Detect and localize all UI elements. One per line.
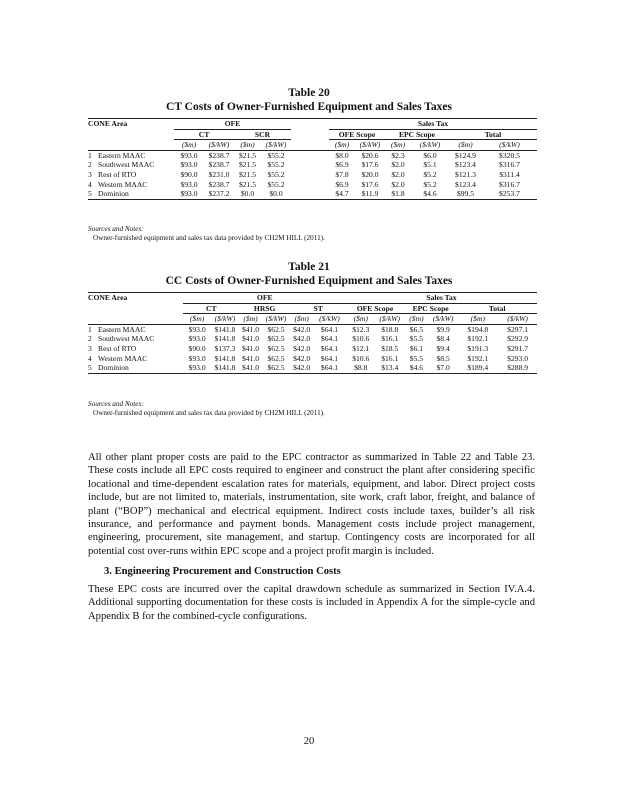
table21-cell: $291.7 [507, 343, 529, 353]
table21-row-label [88, 344, 183, 354]
table21-cell: $93.0 [188, 324, 206, 334]
table20-cell: $55.2 [267, 179, 285, 189]
table20-unit: ($/kW) [411, 140, 449, 151]
table21-cell: $8.5 [436, 353, 450, 363]
table21-cell: $297.1 [507, 324, 529, 334]
table20-cell: $20.6 [361, 150, 379, 160]
table21-cell: $41.0 [241, 353, 260, 363]
table21-cell: $10.6 [352, 334, 370, 344]
table20-cell: $2.0 [391, 169, 405, 179]
table20-ofe-scope-header: OFE Scope [329, 129, 385, 140]
table21-cell: $41.0 [239, 363, 262, 373]
cone-area-name: Dominion [98, 363, 129, 373]
table21-cell: $5.5 [409, 334, 424, 344]
table21-st-header: ST [290, 303, 346, 314]
table21-cell: $8.4 [436, 334, 450, 344]
table20-cell: $11.9 [355, 189, 385, 199]
table20-row [88, 160, 537, 170]
table20-cell: $21.5 [238, 169, 257, 179]
table21-unit: ($m) [239, 314, 262, 325]
cone-area-name: Rest of RTO [98, 343, 137, 353]
table20-cell: $21.5 [238, 150, 257, 160]
table21-cell: $12.1 [352, 343, 370, 353]
table20-cell: $0.0 [261, 189, 291, 199]
table21-unit: ($/kW) [313, 314, 346, 325]
table21-cell: $8.8 [346, 363, 376, 373]
row-number: 3 [88, 169, 92, 179]
table21-hrsg-header: HRSG [239, 303, 290, 314]
table21-cell: $62.5 [267, 324, 285, 334]
cone-area-name: Rest of RTO [98, 169, 137, 179]
table20-row-label [88, 180, 174, 190]
table21-cell: $93.0 [188, 334, 206, 344]
table21-cell: $12.3 [352, 324, 370, 334]
table21-title: CC Costs of Owner-Furnished Equipment and Sales Taxes [165, 275, 453, 287]
table20-cell: $6.0 [423, 150, 437, 160]
table21-unit: ($m) [457, 314, 498, 325]
table21-cell: $18.8 [381, 324, 399, 334]
table21-row-label [88, 324, 183, 334]
table21-epc-scope-header: EPC Scope [404, 303, 457, 314]
table21-number: Table 21 [288, 261, 330, 273]
table20-cell: $2.3 [391, 150, 405, 160]
table20-row [88, 150, 537, 160]
table20-cell: $93.0 [174, 189, 204, 199]
table20-cell: $55.2 [267, 169, 285, 179]
table21-unit: ($/kW) [211, 314, 239, 325]
table21-sales-tax-header: Sales Tax [346, 293, 537, 304]
table21-row [88, 363, 537, 373]
table20-cell: $316.7 [499, 179, 520, 189]
table21-sources-label: Sources and Notes: [88, 400, 144, 408]
table21-cell: $42.0 [293, 324, 311, 334]
table20-row [88, 189, 537, 199]
row-number: 2 [88, 334, 92, 344]
table21-cell: $288.9 [498, 363, 537, 373]
table20-cell: $5.2 [423, 169, 437, 179]
table20-row-label [88, 189, 174, 199]
page-number: 20 [303, 736, 315, 747]
table21-cell: $10.6 [352, 353, 370, 363]
row-number: 1 [88, 324, 92, 334]
table20-unit: ($/kW) [204, 140, 234, 151]
table21-cell: $41.0 [241, 343, 260, 353]
table20-cell: $238.7 [208, 150, 230, 160]
table20-cone-area-header: CONE Area [88, 119, 174, 130]
table20-cell: $238.7 [208, 160, 230, 170]
row-number: 2 [88, 160, 92, 170]
table21-cell: $42.0 [293, 343, 311, 353]
table21-cell: $93.0 [183, 363, 210, 373]
table20-ofe-header: OFE [174, 119, 291, 130]
table20-row-label [88, 150, 174, 160]
table20-cell: $93.0 [180, 160, 198, 170]
table21-cell: $62.5 [267, 353, 285, 363]
section-paragraph-2: These EPC costs are incurred over the capital drawdown schedule as summarized in Section IV.A.4. Additional supporting documentation for these costs is included in Appendix A for the simple-cycle and Appendix B for the combined-cycle configurations. [88, 584, 535, 622]
table21-cell: $192.1 [467, 353, 489, 363]
table20-total-header: Total [449, 129, 537, 140]
table20-title: CT Costs of Owner-Furnished Equipment and Sales Taxes [166, 101, 452, 113]
table21-cell: $64.1 [320, 343, 339, 353]
table21-unit: ($/kW) [498, 314, 537, 325]
table20-cell: $0.0 [234, 189, 261, 199]
row-number: 4 [88, 353, 92, 363]
table21-unit: ($/kW) [376, 314, 404, 325]
table21-cell: $141.8 [211, 363, 239, 373]
table20-cell: $320.5 [499, 150, 520, 160]
table20-cell: $17.6 [361, 179, 379, 189]
table20-unit: ($m) [385, 140, 411, 151]
table21-cell: $41.0 [241, 334, 260, 344]
table21-row-label [88, 334, 183, 344]
table21-cell: $18.5 [381, 343, 399, 353]
table21-cell: $64.1 [320, 324, 339, 334]
table20-unit: ($/kW) [482, 140, 537, 151]
table20-unit: ($m) [174, 140, 204, 151]
row-number: 3 [88, 343, 92, 353]
table21-unit: ($m) [183, 314, 210, 325]
table20-cell: $316.7 [499, 160, 520, 170]
table21-cell: $189.4 [457, 363, 498, 373]
table20-cell: $5.2 [423, 179, 437, 189]
table20-cell: $55.2 [267, 150, 285, 160]
table20-number: Table 20 [288, 87, 330, 99]
table20-cell: $1.8 [385, 189, 411, 199]
table21-cell: $9.4 [436, 343, 450, 353]
table21-cell: $293.0 [507, 353, 529, 363]
table21-cell: $6.1 [409, 343, 424, 353]
table21-cell: $42.0 [293, 353, 311, 363]
table21-cell: $13.4 [376, 363, 404, 373]
table20-cell: $93.0 [180, 179, 198, 189]
cone-area-name: Southwest MAAC [98, 334, 155, 344]
table20-unit: ($m) [329, 140, 355, 151]
table20-cell: $8.0 [335, 150, 349, 160]
table21-unit: ($m) [290, 314, 313, 325]
section-heading: 3. Engineering Procurement and Construction Costs [104, 566, 341, 577]
table20-cell: $7.8 [335, 169, 349, 179]
table21-cell: $7.0 [429, 363, 457, 373]
section-paragraph-1: All other plant proper costs are paid to the EPC contractor as summarized in Table 22 and Table 23. These costs include all EPC costs required to engineer and construct the plant after considering specific locational and time-dependent escalation rates for materials, equipment, and labor. Direct project costs include, but are not limited to, materials, instrumentation, site work, craft labor, freight, and balance of plant (“BOP”) mechanical and electrical equipment. Indirect costs include taxes, builder’s all risk insurance, and performance and payment bonds. Management costs include project management, engineering, procurement, site management, and startup. Contingency costs are incorporated for all potential cost over-runs within EPC scope and a project profit margin is included. [88, 452, 535, 557]
table20-cell: $5.1 [423, 160, 437, 170]
table20-cell: $2.0 [391, 179, 405, 189]
table21-cell: $64.1 [320, 334, 339, 344]
table20-cell: $231.0 [208, 169, 230, 179]
table21-unit: ($/kW) [262, 314, 290, 325]
table21-ofe-scope-header: OFE Scope [346, 303, 404, 314]
table21-ofe-header: OFE [183, 293, 346, 304]
table20-unit: ($m) [449, 140, 482, 151]
table21 [88, 292, 537, 374]
table21-cell: $141.8 [214, 353, 236, 363]
cone-area-name: Southwest MAAC [98, 160, 155, 170]
table21-unit: ($/kW) [429, 314, 457, 325]
table21-cell: $194.8 [467, 324, 489, 334]
table20-cell: $311.4 [499, 169, 520, 179]
table20-cell: $6.9 [335, 179, 349, 189]
table21-cell: $9.9 [436, 324, 450, 334]
table21-cell: $192.1 [467, 334, 489, 344]
table21-cell: $292.9 [507, 334, 529, 344]
table20-cell: $55.2 [267, 160, 285, 170]
table20-cell: $20.0 [361, 169, 379, 179]
table20-cell: $253.7 [482, 189, 537, 199]
table21-cell: $137.3 [214, 343, 236, 353]
table20-cell: $124.9 [455, 150, 476, 160]
table21-cell: $16.1 [381, 334, 399, 344]
table21-cone-area-header: CONE Area [88, 293, 183, 304]
table21-row [88, 354, 537, 364]
table20-cell: $4.6 [411, 189, 449, 199]
table21-cell: $62.5 [267, 343, 285, 353]
table20-sources-label: Sources and Notes: [88, 225, 144, 233]
cone-area-name: Eastern MAAC [98, 150, 146, 160]
table21-cell: $41.0 [241, 324, 260, 334]
table21-cell: $141.8 [214, 334, 236, 344]
table21-cell: $90.0 [188, 343, 206, 353]
table21-total-header: Total [457, 303, 537, 314]
table21-cell: $16.1 [381, 353, 399, 363]
table21-cell: $42.0 [293, 334, 311, 344]
table20-cell: $93.0 [180, 150, 198, 160]
table21-cell: $64.1 [313, 363, 346, 373]
table20 [88, 118, 537, 200]
cone-area-name: Dominion [98, 189, 129, 199]
row-number: 5 [88, 363, 92, 373]
cone-area-name: Western MAAC [98, 179, 148, 189]
table20-cell: $21.5 [238, 160, 257, 170]
table20-cell: $121.3 [455, 169, 476, 179]
table20-cell: $2.0 [391, 160, 405, 170]
table20-sales-tax-header: Sales Tax [329, 119, 537, 130]
table21-cell: $6.5 [409, 324, 424, 334]
table20-row [88, 180, 537, 190]
row-number: 1 [88, 150, 92, 160]
table21-ct-header: CT [183, 303, 239, 314]
table20-cell: $237.2 [204, 189, 234, 199]
table21-row [88, 334, 537, 344]
table20-cell: $238.7 [208, 179, 230, 189]
table20-epc-scope-header: EPC Scope [385, 129, 449, 140]
table21-row-label [88, 354, 183, 364]
table21-cell: $62.5 [267, 334, 285, 344]
table20-cell: $99.5 [449, 189, 482, 199]
table20-row-label [88, 170, 174, 180]
row-number: 4 [88, 179, 92, 189]
table21-sources [88, 400, 325, 418]
table21-row [88, 344, 537, 354]
table21-cell: $4.6 [404, 363, 429, 373]
table20-cell: $123.4 [455, 160, 476, 170]
cone-area-name: Western MAAC [98, 353, 148, 363]
table20-row [88, 170, 537, 180]
table21-cell: $42.0 [290, 363, 313, 373]
table20-unit: ($m) [234, 140, 261, 151]
table21-row [88, 324, 537, 334]
table21-cell: $93.0 [188, 353, 206, 363]
table21-cell: $191.3 [467, 343, 489, 353]
table20-sources [88, 225, 325, 243]
table21-sources-text: Owner-furnished equipment and sales tax data provided by CH2M HILL (2011). [93, 409, 325, 417]
row-number: 5 [88, 189, 92, 199]
table20-cell: $6.9 [335, 160, 349, 170]
table20-cell: $123.4 [455, 179, 476, 189]
table20-ct-header: CT [174, 129, 234, 140]
table21-row-label [88, 363, 183, 373]
cone-area-name: Eastern MAAC [98, 324, 146, 334]
table20-unit: ($/kW) [261, 140, 291, 151]
table21-cell: $141.8 [214, 324, 236, 334]
table21-unit: ($m) [404, 314, 429, 325]
table20-cell: $4.7 [329, 189, 355, 199]
table21-cell: $62.5 [262, 363, 290, 373]
table20-unit: ($/kW) [355, 140, 385, 151]
table21-unit: ($m) [346, 314, 376, 325]
table20-cell: $17.6 [361, 160, 379, 170]
table20-cell: $21.5 [238, 179, 257, 189]
table21-cell: $64.1 [320, 353, 339, 363]
table20-sources-text: Owner-furnished equipment and sales tax data provided by CH2M HILL (2011). [93, 234, 325, 242]
table20-row-label [88, 160, 174, 170]
table20-scr-header: SCR [234, 129, 291, 140]
table20-cell: $90.0 [180, 169, 198, 179]
table21-cell: $5.5 [409, 353, 424, 363]
